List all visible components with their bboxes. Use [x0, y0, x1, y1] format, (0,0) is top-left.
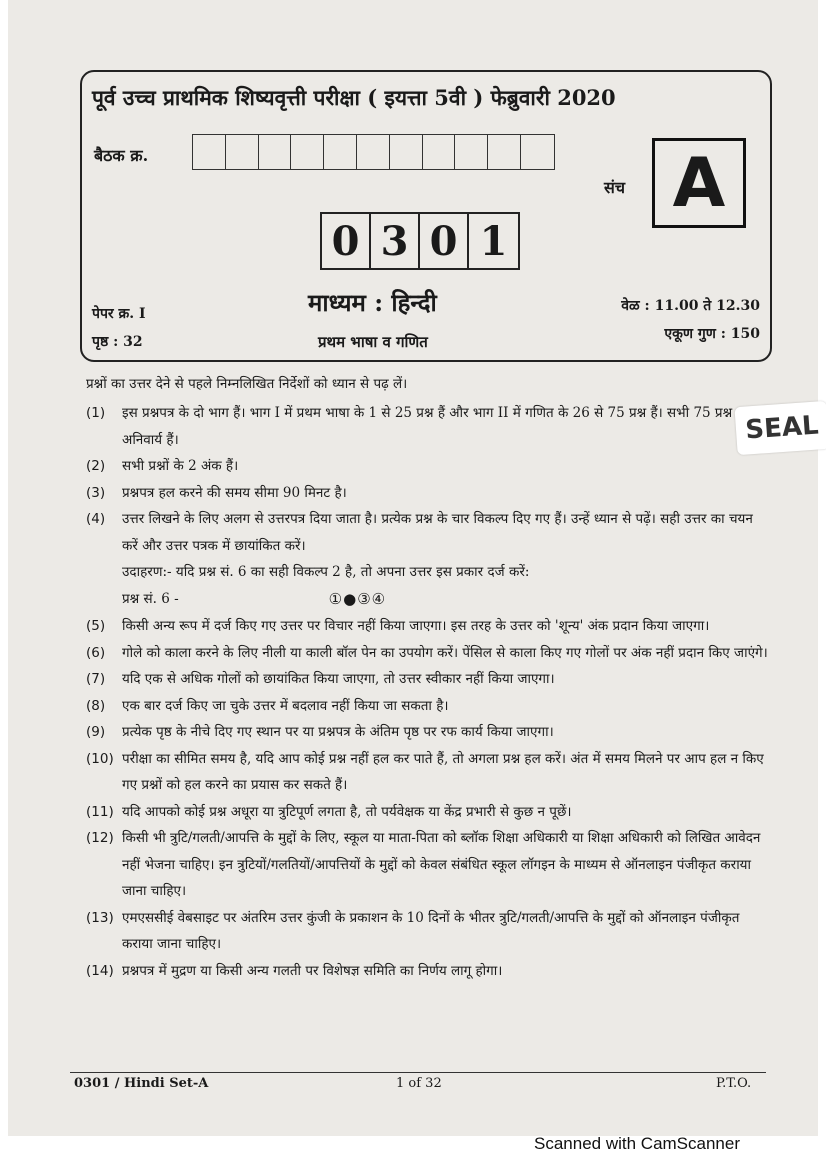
- instruction-item: [86, 958, 770, 985]
- instruction-text: उत्तर लिखने के लिए अलग से उत्तरपत्र दिया जाता है। प्रत्येक प्रश्न के चार विकल्प दिए गए हैं। उन्हें ध्यान से पढ़ें। सही उत्तर का चयन करें और उत्तर पत्रक में छायांकित करें।: [122, 511, 753, 554]
- footer-page-number: 1 of 32: [396, 1076, 442, 1091]
- instruction-text: परीक्षा का सीमित समय है, यदि आप कोई प्रश्न नहीं हल कर पाते हैं, तो अगला प्रश्न हल करें। अंत में समय मिलने पर आप हल न किए गए प्रश्नों को हल करने का प्रयास कर सकते हैं।: [122, 750, 764, 793]
- instruction-number: (11): [86, 803, 114, 820]
- set-label: संच: [604, 178, 625, 197]
- instruction-number: (7): [86, 671, 106, 687]
- example-question-label: प्रश्न सं. 6 -: [122, 591, 179, 607]
- instruction-number: (8): [86, 697, 106, 714]
- instruction-text: किसी भी त्रुटि/गलती/आपत्ति के मुद्दों के लिए, स्कूल या माता-पिता को ब्लॉक शिक्षा अधिकारी या शिक्षा अधिकारी को लिखित आवेदन नहीं भेजना चाहिए। इन त्रुटियों/गलतियों/आपत्तियों के मुद्दों को केवल संबंधित स्कूल लॉगइन के माध्यम से ऑनलाइन पंजीकृत कराया जाना चाहिए।: [122, 830, 761, 899]
- instruction-number: (13): [86, 909, 114, 926]
- seat-number-box: [455, 135, 488, 169]
- seat-number-box: [488, 135, 521, 169]
- instruction-item: [86, 640, 770, 667]
- paper-code-digit: 0: [420, 214, 469, 268]
- seat-number-box: [390, 135, 423, 169]
- example-question: [86, 586, 770, 613]
- paper-code-digit: 3: [371, 214, 420, 268]
- exam-time: वेळ : 11.00 ते 12.30: [621, 298, 760, 314]
- instruction-text: किसी अन्य रूप में दर्ज किए गए उत्तर पर विचार नहीं किया जाएगा। इस तरह के उत्तर को 'शून्य' अंक प्रदान किया जाएगा।: [122, 618, 710, 634]
- seat-number-box: [521, 135, 554, 169]
- set-value: A: [652, 138, 746, 228]
- instruction-item: [86, 746, 770, 799]
- paper-code: [320, 212, 520, 270]
- footer-paper-code: 0301 / Hindi Set-A: [74, 1076, 209, 1091]
- instruction-number: (9): [86, 724, 106, 740]
- instruction-number: (10): [86, 750, 114, 767]
- instruction-item: [86, 693, 770, 720]
- instruction-number: (5): [86, 618, 106, 634]
- instruction-number: (4): [86, 511, 106, 527]
- seat-number-box: [324, 135, 357, 169]
- example-answer-bubbles: ①●③④: [328, 590, 387, 608]
- seal-sticker: SEAL: [734, 401, 826, 455]
- instruction-text: इस प्रश्नपत्र के दो भाग हैं। भाग I में प्रथम भाषा के 1 से 25 प्रश्न हैं और भाग II में गणित के 26 से 75 प्रश्न हैं। सभी 75 प्रश्न अनिवार्य हैं।: [122, 405, 733, 448]
- paper-code-digit: 1: [479, 217, 508, 265]
- instruction-number: (1): [86, 405, 106, 421]
- instruction-number: (14): [86, 962, 114, 979]
- instruction-item: [86, 506, 770, 559]
- instruction-item: [86, 666, 770, 693]
- instruction-text: गोले को काला करने के लिए नीली या काली बॉल पेन का उपयोग करें। पेंसिल से काला किए गए गोलों पर अंक नहीं प्रदान किए जाएंगे।: [122, 644, 768, 661]
- instruction-item: [86, 799, 770, 826]
- instruction-number: (6): [86, 644, 106, 661]
- example-block: [86, 559, 770, 613]
- footer-divider: [70, 1072, 766, 1073]
- instruction-text: एमएससीई वेबसाइट पर अंतरिम उत्तर कुंजी के प्रकाशन के 10 दिनों के भीतर त्रुटि/गलती/आपत्ति के मुद्दों को ऑनलाइन पंजीकृत कराया जाना चाहिए।: [122, 909, 740, 952]
- instruction-text: प्रश्नपत्र हल करने की समय सीमा 90 मिनट है।: [122, 484, 347, 501]
- seat-number-box: [226, 135, 259, 169]
- paper-number: पेपर क्र. I: [92, 306, 146, 322]
- page-count: पृष्ठ : 32: [92, 334, 143, 350]
- scanner-watermark: Scanned with CamScanner: [534, 1134, 741, 1153]
- footer-pto: P.T.O.: [716, 1076, 752, 1091]
- seat-number-box: [259, 135, 292, 169]
- instruction-item: [86, 480, 770, 507]
- total-marks: एकूण गुण : 150: [664, 326, 760, 342]
- instruction-number: (2): [86, 458, 106, 474]
- instruction-text: एक बार दर्ज किए जा चुके उत्तर में बदलाव नहीं किया जा सकता है।: [122, 697, 449, 714]
- paper-code-digit: 0: [322, 214, 371, 268]
- instruction-text: प्रश्नपत्र में मुद्रण या किसी अन्य गलती पर विशेषज्ञ समिति का निर्णय लागू होगा।: [122, 962, 503, 979]
- subject: प्रथम भाषा व गणित: [318, 333, 428, 351]
- example-text: उदाहरण:- यदि प्रश्न सं. 6 का सही विकल्प 2 है, तो अपना उत्तर इस प्रकार दर्ज करें:: [122, 564, 530, 580]
- exam-title: पूर्व उच्च प्राथमिक शिष्यवृत्ती परीक्षा ( इयत्ता 5वी ) फेब्रुवारी 2020: [92, 85, 616, 110]
- instructions-intro: प्रश्नों का उत्तर देने से पहले निम्नलिखित निर्देशों को ध्यान से पढ़ लें।: [86, 376, 408, 392]
- instruction-text: यदि एक से अधिक गोलों को छायांकित किया जाएगा, तो उत्तर स्वीकार नहीं किया जाएगा।: [122, 671, 555, 687]
- seat-number-box: [423, 135, 456, 169]
- seat-number-label: बैठक क्र.: [94, 146, 149, 165]
- instructions-list: [86, 400, 770, 984]
- instruction-item: [86, 613, 770, 640]
- instruction-number: (3): [86, 484, 106, 501]
- exam-paper: [8, 0, 818, 1136]
- seat-number-boxes: [192, 134, 555, 170]
- instruction-item: [86, 905, 770, 958]
- instruction-text: सभी प्रश्नों के 2 अंक हैं।: [122, 458, 239, 474]
- instruction-item: [86, 400, 770, 453]
- seat-number-box: [357, 135, 390, 169]
- instruction-text: प्रत्येक पृष्ठ के नीचे दिए गए स्थान पर या प्रश्नपत्र के अंतिम पृष्ठ पर रफ कार्य किया जाएगा।: [122, 724, 554, 740]
- instruction-item: [86, 719, 770, 746]
- seat-number-box: [291, 135, 324, 169]
- exam-header: [80, 70, 772, 362]
- instruction-item: [86, 825, 770, 905]
- instruction-item: [86, 453, 770, 480]
- instruction-number: (12): [86, 830, 114, 846]
- seat-number-box: [193, 135, 226, 169]
- instruction-text: यदि आपको कोई प्रश्न अधूरा या त्रुटिपूर्ण लगता है, तो पर्यवेक्षक या केंद्र प्रभारी से कुछ न पूछें।: [122, 803, 572, 820]
- medium: माध्यम : हिन्दी: [308, 288, 437, 317]
